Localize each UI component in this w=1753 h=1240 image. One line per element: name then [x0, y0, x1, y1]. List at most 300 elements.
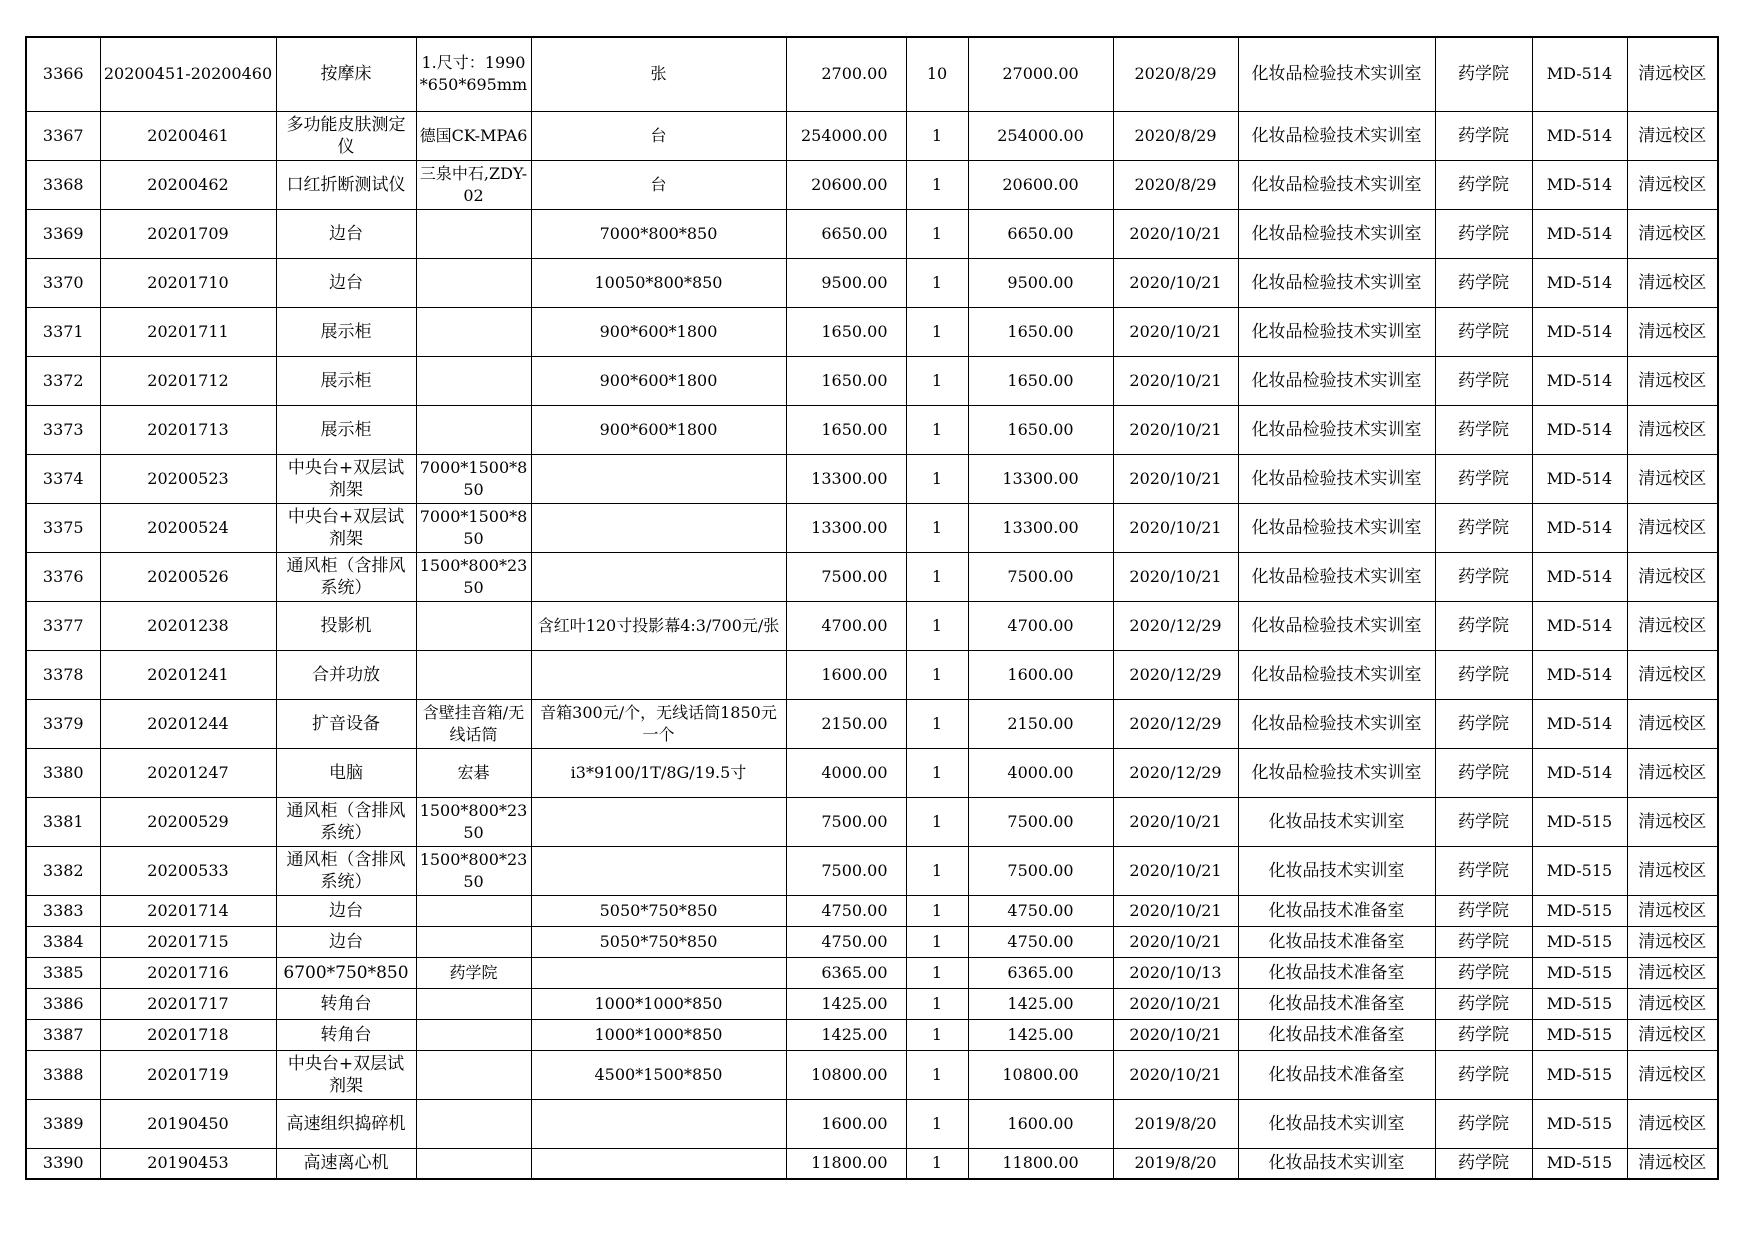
- model-cell: [416, 307, 531, 356]
- table-row: [26, 356, 1718, 405]
- dept-cell: 药学院: [1435, 111, 1532, 160]
- total-cell: 254000.00: [968, 111, 1113, 160]
- date-cell: 2020/10/21: [1113, 846, 1238, 895]
- spec-cell: [531, 503, 786, 552]
- table-row: [26, 258, 1718, 307]
- code-cell: 20200526: [100, 552, 276, 601]
- table-row: [26, 37, 1718, 111]
- loc-cell: MD-515: [1532, 1148, 1627, 1179]
- room-cell: 化妆品检验技术实训室: [1238, 552, 1435, 601]
- total-cell: 13300.00: [968, 454, 1113, 503]
- model-cell: [416, 1148, 531, 1179]
- total-cell: 4000.00: [968, 748, 1113, 797]
- price-cell: 1650.00: [786, 356, 906, 405]
- total-cell: 1650.00: [968, 356, 1113, 405]
- loc-cell: MD-514: [1532, 258, 1627, 307]
- spec-cell: 4500*1500*850: [531, 1050, 786, 1099]
- price-cell: 7500.00: [786, 797, 906, 846]
- qty-cell: 1: [906, 1050, 968, 1099]
- table-row: [26, 988, 1718, 1019]
- id-cell: 3386: [26, 988, 100, 1019]
- model-cell: 1.尺寸：1990*650*695mm: [416, 37, 531, 111]
- campus-cell: 清远校区: [1627, 552, 1718, 601]
- name-cell: 中央台+双层试剂架: [276, 1050, 416, 1099]
- id-cell: 3390: [26, 1148, 100, 1179]
- spec-cell: 台: [531, 160, 786, 209]
- qty-cell: 1: [906, 797, 968, 846]
- id-cell: 3372: [26, 356, 100, 405]
- price-cell: 7500.00: [786, 846, 906, 895]
- name-cell: 电脑: [276, 748, 416, 797]
- code-cell: 20200523: [100, 454, 276, 503]
- table-row: [26, 650, 1718, 699]
- name-cell: 多功能皮肤测定仪: [276, 111, 416, 160]
- loc-cell: MD-514: [1532, 699, 1627, 748]
- qty-cell: 1: [906, 988, 968, 1019]
- name-cell: 6700*750*850: [276, 957, 416, 988]
- spec-cell: [531, 797, 786, 846]
- code-cell: 20201713: [100, 405, 276, 454]
- name-cell: 合并功放: [276, 650, 416, 699]
- dept-cell: 药学院: [1435, 1099, 1532, 1148]
- qty-cell: 1: [906, 1099, 968, 1148]
- model-cell: [416, 356, 531, 405]
- campus-cell: 清远校区: [1627, 160, 1718, 209]
- loc-cell: MD-515: [1532, 926, 1627, 957]
- code-cell: 20200451-20200460: [100, 37, 276, 111]
- name-cell: 转角台: [276, 1019, 416, 1050]
- date-cell: 2020/10/21: [1113, 988, 1238, 1019]
- date-cell: 2020/10/21: [1113, 1019, 1238, 1050]
- spec-cell: 5050*750*850: [531, 895, 786, 926]
- total-cell: 13300.00: [968, 503, 1113, 552]
- qty-cell: 1: [906, 552, 968, 601]
- campus-cell: 清远校区: [1627, 37, 1718, 111]
- code-cell: 20200462: [100, 160, 276, 209]
- code-cell: 20200529: [100, 797, 276, 846]
- code-cell: 20201719: [100, 1050, 276, 1099]
- price-cell: 2700.00: [786, 37, 906, 111]
- qty-cell: 1: [906, 926, 968, 957]
- table-row: [26, 1099, 1718, 1148]
- date-cell: 2020/10/21: [1113, 258, 1238, 307]
- loc-cell: MD-515: [1532, 797, 1627, 846]
- price-cell: 4750.00: [786, 895, 906, 926]
- loc-cell: MD-514: [1532, 356, 1627, 405]
- qty-cell: 1: [906, 405, 968, 454]
- spec-cell: 音箱300元/个，无线话筒1850元一个: [531, 699, 786, 748]
- id-cell: 3373: [26, 405, 100, 454]
- spec-cell: 10050*800*850: [531, 258, 786, 307]
- total-cell: 4750.00: [968, 895, 1113, 926]
- room-cell: 化妆品检验技术实训室: [1238, 699, 1435, 748]
- name-cell: 边台: [276, 209, 416, 258]
- dept-cell: 药学院: [1435, 552, 1532, 601]
- model-cell: [416, 209, 531, 258]
- spec-cell: 1000*1000*850: [531, 988, 786, 1019]
- date-cell: 2020/12/29: [1113, 650, 1238, 699]
- date-cell: 2020/10/21: [1113, 503, 1238, 552]
- qty-cell: 1: [906, 258, 968, 307]
- model-cell: 药学院: [416, 957, 531, 988]
- campus-cell: 清远校区: [1627, 957, 1718, 988]
- qty-cell: 1: [906, 846, 968, 895]
- room-cell: 化妆品检验技术实训室: [1238, 748, 1435, 797]
- table-row: [26, 552, 1718, 601]
- spec-cell: [531, 650, 786, 699]
- room-cell: 化妆品检验技术实训室: [1238, 503, 1435, 552]
- code-cell: 20201715: [100, 926, 276, 957]
- room-cell: 化妆品技术实训室: [1238, 797, 1435, 846]
- campus-cell: 清远校区: [1627, 258, 1718, 307]
- total-cell: 10800.00: [968, 1050, 1113, 1099]
- dept-cell: 药学院: [1435, 1019, 1532, 1050]
- name-cell: 高速离心机: [276, 1148, 416, 1179]
- campus-cell: 清远校区: [1627, 748, 1718, 797]
- dept-cell: 药学院: [1435, 503, 1532, 552]
- id-cell: 3388: [26, 1050, 100, 1099]
- price-cell: 2150.00: [786, 699, 906, 748]
- total-cell: 1425.00: [968, 988, 1113, 1019]
- code-cell: 20201716: [100, 957, 276, 988]
- room-cell: 化妆品检验技术实训室: [1238, 209, 1435, 258]
- room-cell: 化妆品技术准备室: [1238, 1050, 1435, 1099]
- campus-cell: 清远校区: [1627, 988, 1718, 1019]
- date-cell: 2020/10/21: [1113, 926, 1238, 957]
- id-cell: 3383: [26, 895, 100, 926]
- dept-cell: 药学院: [1435, 1148, 1532, 1179]
- campus-cell: 清远校区: [1627, 650, 1718, 699]
- price-cell: 1600.00: [786, 1099, 906, 1148]
- code-cell: 20201244: [100, 699, 276, 748]
- total-cell: 2150.00: [968, 699, 1113, 748]
- spec-cell: i3*9100/1T/8G/19.5寸: [531, 748, 786, 797]
- model-cell: [416, 650, 531, 699]
- spec-cell: 含红叶120寸投影幕4:3/700元/张: [531, 601, 786, 650]
- loc-cell: MD-514: [1532, 111, 1627, 160]
- code-cell: 20200533: [100, 846, 276, 895]
- spec-cell: [531, 454, 786, 503]
- table-row: [26, 405, 1718, 454]
- price-cell: 6365.00: [786, 957, 906, 988]
- dept-cell: 药学院: [1435, 957, 1532, 988]
- loc-cell: MD-515: [1532, 1019, 1627, 1050]
- asset-table: [25, 36, 1719, 1180]
- id-cell: 3380: [26, 748, 100, 797]
- date-cell: 2020/10/21: [1113, 405, 1238, 454]
- room-cell: 化妆品检验技术实训室: [1238, 650, 1435, 699]
- dept-cell: 药学院: [1435, 405, 1532, 454]
- total-cell: 7500.00: [968, 846, 1113, 895]
- model-cell: [416, 1019, 531, 1050]
- loc-cell: MD-514: [1532, 748, 1627, 797]
- model-cell: [416, 1099, 531, 1148]
- price-cell: 6650.00: [786, 209, 906, 258]
- dept-cell: 药学院: [1435, 454, 1532, 503]
- dept-cell: 药学院: [1435, 1050, 1532, 1099]
- name-cell: 按摩床: [276, 37, 416, 111]
- id-cell: 3384: [26, 926, 100, 957]
- qty-cell: 1: [906, 503, 968, 552]
- name-cell: 通风柜（含排风系统）: [276, 797, 416, 846]
- dept-cell: 药学院: [1435, 160, 1532, 209]
- name-cell: 边台: [276, 258, 416, 307]
- room-cell: 化妆品技术实训室: [1238, 1148, 1435, 1179]
- date-cell: 2020/8/29: [1113, 160, 1238, 209]
- total-cell: 1425.00: [968, 1019, 1113, 1050]
- loc-cell: MD-514: [1532, 37, 1627, 111]
- id-cell: 3379: [26, 699, 100, 748]
- room-cell: 化妆品技术准备室: [1238, 1019, 1435, 1050]
- table-row: [26, 111, 1718, 160]
- code-cell: 20201238: [100, 601, 276, 650]
- total-cell: 6365.00: [968, 957, 1113, 988]
- id-cell: 3370: [26, 258, 100, 307]
- campus-cell: 清远校区: [1627, 1050, 1718, 1099]
- name-cell: 展示柜: [276, 405, 416, 454]
- date-cell: 2020/10/21: [1113, 356, 1238, 405]
- price-cell: 13300.00: [786, 503, 906, 552]
- date-cell: 2020/10/13: [1113, 957, 1238, 988]
- room-cell: 化妆品检验技术实训室: [1238, 160, 1435, 209]
- table-row: [26, 895, 1718, 926]
- room-cell: 化妆品检验技术实训室: [1238, 307, 1435, 356]
- id-cell: 3377: [26, 601, 100, 650]
- room-cell: 化妆品检验技术实训室: [1238, 356, 1435, 405]
- room-cell: 化妆品技术准备室: [1238, 926, 1435, 957]
- campus-cell: 清远校区: [1627, 356, 1718, 405]
- total-cell: 1600.00: [968, 650, 1113, 699]
- qty-cell: 1: [906, 111, 968, 160]
- code-cell: 20201710: [100, 258, 276, 307]
- code-cell: 20201717: [100, 988, 276, 1019]
- campus-cell: 清远校区: [1627, 307, 1718, 356]
- price-cell: 1600.00: [786, 650, 906, 699]
- price-cell: 20600.00: [786, 160, 906, 209]
- date-cell: 2020/8/29: [1113, 111, 1238, 160]
- table-row: [26, 1019, 1718, 1050]
- qty-cell: 1: [906, 356, 968, 405]
- date-cell: 2020/10/21: [1113, 454, 1238, 503]
- model-cell: 德国CK-MPA6: [416, 111, 531, 160]
- name-cell: 展示柜: [276, 356, 416, 405]
- qty-cell: 1: [906, 748, 968, 797]
- room-cell: 化妆品技术实训室: [1238, 1099, 1435, 1148]
- dept-cell: 药学院: [1435, 699, 1532, 748]
- model-cell: 1500*800*2350: [416, 552, 531, 601]
- id-cell: 3374: [26, 454, 100, 503]
- total-cell: 1650.00: [968, 405, 1113, 454]
- table-row: [26, 699, 1718, 748]
- qty-cell: 1: [906, 209, 968, 258]
- loc-cell: MD-514: [1532, 503, 1627, 552]
- id-cell: 3382: [26, 846, 100, 895]
- spec-cell: 7000*800*850: [531, 209, 786, 258]
- dept-cell: 药学院: [1435, 926, 1532, 957]
- loc-cell: MD-514: [1532, 552, 1627, 601]
- room-cell: 化妆品技术实训室: [1238, 846, 1435, 895]
- dept-cell: 药学院: [1435, 307, 1532, 356]
- table-row: [26, 601, 1718, 650]
- price-cell: 4000.00: [786, 748, 906, 797]
- total-cell: 4750.00: [968, 926, 1113, 957]
- name-cell: 高速组织捣碎机: [276, 1099, 416, 1148]
- model-cell: 宏碁: [416, 748, 531, 797]
- model-cell: [416, 258, 531, 307]
- campus-cell: 清远校区: [1627, 699, 1718, 748]
- loc-cell: MD-514: [1532, 307, 1627, 356]
- model-cell: 1500*800*2350: [416, 797, 531, 846]
- id-cell: 3378: [26, 650, 100, 699]
- total-cell: 4700.00: [968, 601, 1113, 650]
- model-cell: [416, 405, 531, 454]
- name-cell: 扩音设备: [276, 699, 416, 748]
- price-cell: 11800.00: [786, 1148, 906, 1179]
- loc-cell: MD-515: [1532, 846, 1627, 895]
- date-cell: 2020/10/21: [1113, 1050, 1238, 1099]
- date-cell: 2020/10/21: [1113, 307, 1238, 356]
- code-cell: 20201712: [100, 356, 276, 405]
- model-cell: 7000*1500*850: [416, 503, 531, 552]
- room-cell: 化妆品检验技术实训室: [1238, 405, 1435, 454]
- loc-cell: MD-515: [1532, 988, 1627, 1019]
- date-cell: 2020/10/21: [1113, 895, 1238, 926]
- spec-cell: 900*600*1800: [531, 405, 786, 454]
- name-cell: 投影机: [276, 601, 416, 650]
- campus-cell: 清远校区: [1627, 405, 1718, 454]
- dept-cell: 药学院: [1435, 650, 1532, 699]
- total-cell: 27000.00: [968, 37, 1113, 111]
- dept-cell: 药学院: [1435, 797, 1532, 846]
- id-cell: 3389: [26, 1099, 100, 1148]
- spec-cell: 台: [531, 111, 786, 160]
- date-cell: 2020/8/29: [1113, 37, 1238, 111]
- campus-cell: 清远校区: [1627, 1019, 1718, 1050]
- spec-cell: 900*600*1800: [531, 356, 786, 405]
- model-cell: 7000*1500*850: [416, 454, 531, 503]
- spec-cell: 1000*1000*850: [531, 1019, 786, 1050]
- qty-cell: 1: [906, 307, 968, 356]
- spec-cell: [531, 846, 786, 895]
- code-cell: 20190453: [100, 1148, 276, 1179]
- table-row: [26, 1148, 1718, 1179]
- name-cell: 通风柜（含排风系统）: [276, 552, 416, 601]
- date-cell: 2019/8/20: [1113, 1148, 1238, 1179]
- date-cell: 2020/10/21: [1113, 797, 1238, 846]
- total-cell: 20600.00: [968, 160, 1113, 209]
- table-row: [26, 748, 1718, 797]
- price-cell: 4700.00: [786, 601, 906, 650]
- id-cell: 3367: [26, 111, 100, 160]
- name-cell: 口红折断测试仪: [276, 160, 416, 209]
- price-cell: 254000.00: [786, 111, 906, 160]
- table-row: [26, 209, 1718, 258]
- spec-cell: 5050*750*850: [531, 926, 786, 957]
- loc-cell: MD-515: [1532, 1050, 1627, 1099]
- room-cell: 化妆品检验技术实训室: [1238, 258, 1435, 307]
- campus-cell: 清远校区: [1627, 846, 1718, 895]
- model-cell: [416, 601, 531, 650]
- total-cell: 9500.00: [968, 258, 1113, 307]
- total-cell: 1600.00: [968, 1099, 1113, 1148]
- model-cell: [416, 926, 531, 957]
- date-cell: 2019/8/20: [1113, 1099, 1238, 1148]
- qty-cell: 1: [906, 650, 968, 699]
- table-row: [26, 846, 1718, 895]
- total-cell: 1650.00: [968, 307, 1113, 356]
- name-cell: 中央台+双层试剂架: [276, 454, 416, 503]
- campus-cell: 清远校区: [1627, 1148, 1718, 1179]
- model-cell: 三泉中石,ZDY-02: [416, 160, 531, 209]
- total-cell: 7500.00: [968, 552, 1113, 601]
- price-cell: 9500.00: [786, 258, 906, 307]
- loc-cell: MD-514: [1532, 650, 1627, 699]
- code-cell: 20201247: [100, 748, 276, 797]
- id-cell: 3366: [26, 37, 100, 111]
- table-row: [26, 307, 1718, 356]
- loc-cell: MD-514: [1532, 601, 1627, 650]
- room-cell: 化妆品检验技术实训室: [1238, 601, 1435, 650]
- code-cell: 20201714: [100, 895, 276, 926]
- price-cell: 10800.00: [786, 1050, 906, 1099]
- spec-cell: [531, 1099, 786, 1148]
- code-cell: 20201711: [100, 307, 276, 356]
- qty-cell: 1: [906, 601, 968, 650]
- id-cell: 3387: [26, 1019, 100, 1050]
- loc-cell: MD-515: [1532, 895, 1627, 926]
- qty-cell: 1: [906, 1148, 968, 1179]
- table-row: [26, 797, 1718, 846]
- model-cell: [416, 895, 531, 926]
- table-row: [26, 926, 1718, 957]
- code-cell: 20190450: [100, 1099, 276, 1148]
- price-cell: 13300.00: [786, 454, 906, 503]
- id-cell: 3371: [26, 307, 100, 356]
- id-cell: 3369: [26, 209, 100, 258]
- loc-cell: MD-515: [1532, 957, 1627, 988]
- spec-cell: 张: [531, 37, 786, 111]
- dept-cell: 药学院: [1435, 988, 1532, 1019]
- room-cell: 化妆品技术准备室: [1238, 895, 1435, 926]
- spec-cell: [531, 552, 786, 601]
- table-row: [26, 454, 1718, 503]
- loc-cell: MD-514: [1532, 160, 1627, 209]
- spec-cell: [531, 1148, 786, 1179]
- dept-cell: 药学院: [1435, 37, 1532, 111]
- room-cell: 化妆品技术准备室: [1238, 957, 1435, 988]
- campus-cell: 清远校区: [1627, 797, 1718, 846]
- code-cell: 20200461: [100, 111, 276, 160]
- room-cell: 化妆品检验技术实训室: [1238, 454, 1435, 503]
- room-cell: 化妆品检验技术实训室: [1238, 111, 1435, 160]
- qty-cell: 1: [906, 957, 968, 988]
- dept-cell: 药学院: [1435, 895, 1532, 926]
- campus-cell: 清远校区: [1627, 926, 1718, 957]
- id-cell: 3381: [26, 797, 100, 846]
- campus-cell: 清远校区: [1627, 454, 1718, 503]
- campus-cell: 清远校区: [1627, 601, 1718, 650]
- code-cell: 20201718: [100, 1019, 276, 1050]
- code-cell: 20201241: [100, 650, 276, 699]
- spec-cell: 900*600*1800: [531, 307, 786, 356]
- campus-cell: 清远校区: [1627, 111, 1718, 160]
- dept-cell: 药学院: [1435, 356, 1532, 405]
- dept-cell: 药学院: [1435, 748, 1532, 797]
- loc-cell: MD-514: [1532, 209, 1627, 258]
- code-cell: 20201709: [100, 209, 276, 258]
- dept-cell: 药学院: [1435, 209, 1532, 258]
- id-cell: 3376: [26, 552, 100, 601]
